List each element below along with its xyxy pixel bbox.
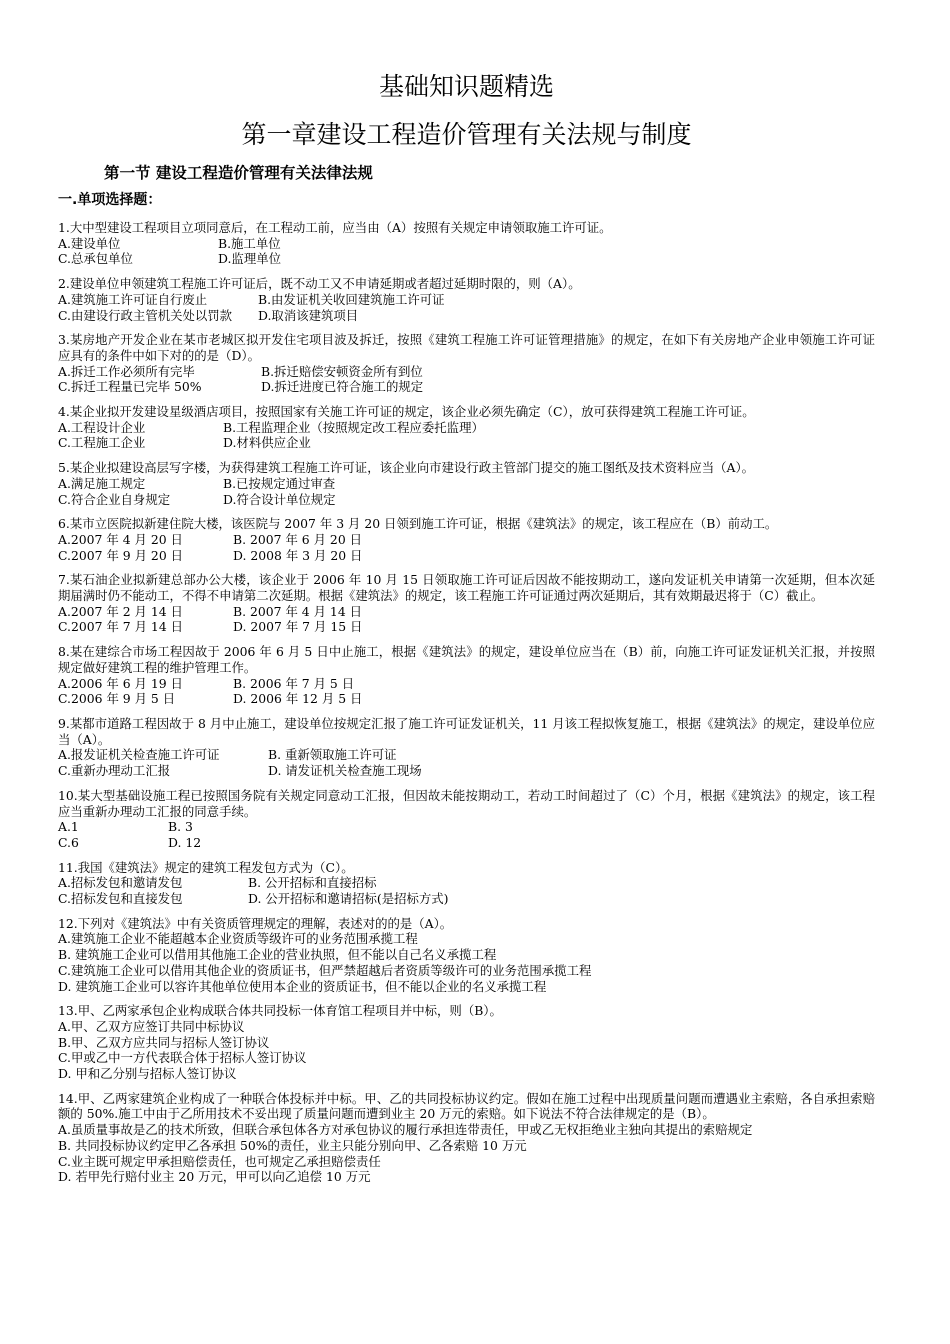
- option-text: B.工程监理企业（按照规定改工程应委托监理）: [223, 419, 484, 435]
- option-text: C.符合企业自身规定: [58, 491, 171, 507]
- option-row: [58, 379, 875, 395]
- option-text: B.已按规定通过审查: [223, 475, 336, 491]
- option-text: C.2006 年 9 月 5 日: [58, 691, 176, 707]
- option-row: [58, 763, 875, 779]
- question-stem: 5.某企业拟建设高层写字楼，为获得建筑工程施工许可证，该企业向市建设行政主管部门提交的施工图纸及技术资料应当（A）。: [58, 460, 755, 476]
- question-type-heading: 一.单项选择题：: [58, 192, 162, 208]
- option-text: C.工程施工企业: [58, 435, 146, 451]
- option-text: C.拆迁工程量已完毕 50%: [58, 379, 202, 395]
- question-stem: 8.某在建综合市场工程因故于 2006 年 6 月 5 日中止施工，根据《建筑法》的规定，建设单位应当在（B）前，向施工许可证发证机关汇报，并按照规定做好建筑工程的维护管理工作。: [58, 644, 875, 675]
- option-text: C.重新办理动工汇报: [58, 763, 171, 779]
- option-text: B.由发证机关收回建筑施工许可证: [258, 291, 445, 307]
- option-text: D. 公开招标和邀请招标(是招标方式): [248, 891, 449, 907]
- option-text: B.甲、乙双方应共同与招标人签订协议: [58, 1034, 270, 1050]
- option-row: [58, 532, 875, 548]
- option-row: [58, 835, 875, 851]
- option-text: B. 建筑施工企业可以借用其他施工企业的营业执照，但不能以自己名义承揽工程: [58, 947, 497, 963]
- option-row: [58, 819, 875, 835]
- document-title: 基础知识题精选: [378, 72, 554, 101]
- option-text: C.由建设行政主管机关处以罚款: [58, 307, 233, 323]
- option-text: A.工程设计企业: [58, 419, 146, 435]
- option-text: D. 2006 年 12 月 5 日: [233, 691, 363, 707]
- question-stem: 12.下列对《建筑法》中有关资质管理规定的理解，表述对的的是（A）。: [58, 915, 453, 931]
- question-stem: 13.甲、乙两家承包企业构成联合体共同投标一体育馆工程项目并中标，则（B）。: [58, 1003, 502, 1019]
- chapter-title: 第一章建设工程造价管理有关法规与制度: [241, 120, 692, 149]
- question-item: [58, 516, 875, 563]
- option-row: [58, 308, 875, 324]
- question-list: [58, 220, 875, 1185]
- option-text: D. 甲和乙分别与招标人签订协议: [58, 1066, 237, 1082]
- option-text: D. 2007 年 7 月 15 日: [233, 619, 363, 635]
- option-text: C.业主既可规定甲承担赔偿责任，也可规定乙承担赔偿责任: [58, 1153, 381, 1169]
- option-row: [58, 492, 875, 508]
- option-row: [58, 236, 875, 252]
- question-stem: 3.某房地产开发企业在某市老城区拟开发住宅项目波及拆迁，按照《建筑工程施工许可证管理措施》的规定，在如下有关房地产企业申领施工许可证应具有的条件中如下对的的是（D）。: [58, 332, 875, 363]
- question-item: [58, 332, 875, 395]
- option-row: [58, 691, 875, 707]
- question-stem: 11.我国《建筑法》规定的建筑工程发包方式为（C）。: [58, 859, 354, 875]
- option-text: A.建设单位: [58, 235, 121, 251]
- option-row: [58, 251, 875, 267]
- option-text: A.2006 年 6 月 19 日: [58, 675, 183, 691]
- option-row: [58, 747, 875, 763]
- question-item: [58, 460, 875, 507]
- option-row: [58, 364, 875, 380]
- section-title: 第一节 建设工程造价管理有关法律法规: [104, 164, 373, 182]
- option-text: B. 2006 年 7 月 5 日: [233, 675, 355, 691]
- option-text: B. 2007 年 6 月 20 日: [233, 531, 363, 547]
- question-item: [58, 1003, 875, 1082]
- option-row: [58, 676, 875, 692]
- option-text: D. 2008 年 3 月 20 日: [233, 547, 363, 563]
- question-stem: 4.某企业拟开发建设星级酒店项目，按照国家有关施工许可证的规定，该企业必须先确定（C），放可获得建筑工程施工许可证。: [58, 404, 755, 420]
- option-text: D.拆迁进度已符合施工的规定: [261, 379, 424, 395]
- option-text: B.施工单位: [218, 235, 281, 251]
- question-item: [58, 572, 875, 635]
- question-item: [58, 276, 875, 323]
- option-text: A.甲、乙双方应签订共同中标协议: [58, 1018, 245, 1034]
- option-text: A.2007 年 4 月 20 日: [58, 531, 183, 547]
- option-row: [58, 891, 875, 907]
- option-text: A.2007 年 2 月 14 日: [58, 603, 183, 619]
- option-row: [58, 548, 875, 564]
- question-item: [58, 220, 875, 267]
- question-stem: 6.某市立医院拟新建住院大楼，该医院与 2007 年 3 月 20 日领到施工许可证，根据《建筑法》的规定，该工程应在（B）前动工。: [58, 516, 778, 532]
- option-text: A.报发证机关检查施工许可证: [58, 747, 220, 763]
- question-item: [58, 644, 875, 707]
- option-row: [58, 476, 875, 492]
- question-stem: 9.某都市道路工程因故于 8 月中止施工，建设单位按规定汇报了施工许可证发证机关，11 月该工程拟恢复施工，根据《建筑法》的规定，建设单位应当（A）。: [58, 715, 875, 747]
- option-text: D.材料供应企业: [223, 435, 311, 451]
- option-text: C.建筑施工企业可以借用其他企业的资质证书，但严禁超越后者资质等级许可的业务范围承揽工程: [58, 962, 592, 978]
- option-text: B. 重新领取施工许可证: [268, 747, 397, 763]
- question-item: [58, 716, 875, 779]
- option-row: [58, 292, 875, 308]
- option-text: C.招标发包和直接发包: [58, 891, 183, 907]
- question-stem: 1.大中型建设工程项目立项同意后，在工程动工前，应当由（A）按照有关规定申请领取施工许可证。: [58, 220, 612, 235]
- option-text: A.虽质量事故是乙的技术所致，但联合承包体各方对承包协议的履行承担连带责任，甲或乙无权拒绝业主独向其提出的索赔规定: [58, 1122, 753, 1138]
- option-row: [58, 619, 875, 635]
- question-item: [58, 916, 875, 995]
- option-text: B. 公开招标和直接招标: [248, 875, 377, 891]
- option-text: C.6: [58, 834, 79, 850]
- question-stem: 7.某石油企业拟新建总部办公大楼，该企业于 2006 年 10 月 15 日领取施工许可证后因故不能按期动工，遂向发证机关申请第一次延期，但本次延期届满时仍不能动工，不得不申请第二次延期。根据《建筑法》的规定，该工程施工许可证通过两次延期后，其有效期最迟将于（C）截止。: [58, 572, 875, 604]
- option-text: A.招标发包和邀请发包: [58, 875, 183, 891]
- question-item: [58, 860, 875, 907]
- option-text: B.拆迁赔偿安顿资金所有到位: [261, 363, 423, 379]
- question-stem: 14.甲、乙两家建筑企业构成了一种联合体投标并中标。甲、乙的共同投标协议约定。假如在施工过程中出现质量问题而遭遇业主索赔，各自承担索赔额的 50%.施工中由于乙所用技术不妥出现了质量问题而遭到业主 20 万元的索赔。如下说法不符合法律规定的是（B）。: [58, 1090, 875, 1122]
- question-stem: 10.某大型基础设施工程已按照国务院有关规定同意动工汇报，但因故未能按期动工，若动工时间超过了（C）个月，根据《建筑法》的规定，该工程应当重新办理动工汇报的同意手续。: [58, 787, 875, 819]
- option-text: D.符合设计单位规定: [223, 491, 336, 507]
- question-stem: 2.建设单位申领建筑工程施工许可证后，既不动工又不申请延期或者超过延期时限的，则（A）。: [58, 276, 581, 292]
- option-text: A.1: [58, 819, 79, 835]
- option-text: D.取消该建筑项目: [258, 307, 359, 323]
- option-text: D. 12: [168, 834, 202, 850]
- option-row: [58, 875, 875, 891]
- option-text: A.建筑施工许可证自行废止: [58, 291, 208, 307]
- option-text: D. 请发证机关检查施工现场: [268, 763, 422, 779]
- option-row: [58, 420, 875, 436]
- option-text: A.满足施工规定: [58, 475, 146, 491]
- option-text: D. 建筑施工企业可以容许其他单位使用本企业的资质证书，但不能以企业的名义承揽工程: [58, 978, 547, 994]
- option-text: A.建筑施工企业不能超越本企业资质等级许可的业务范围承揽工程: [58, 931, 418, 947]
- option-text: B. 共同投标协议约定甲乙各承担 50%的责任，业主只能分别向甲、乙各索赔 10 万元: [58, 1137, 527, 1153]
- option-row: [58, 604, 875, 620]
- question-item: [58, 404, 875, 451]
- option-text: C.甲或乙中一方代表联合体于招标人签订协议: [58, 1050, 307, 1066]
- option-text: D. 若甲先行赔付业主 20 万元，甲可以向乙追偿 10 万元: [58, 1169, 371, 1185]
- option-text: D.监理单位: [218, 251, 281, 267]
- option-text: C.2007 年 9 月 20 日: [58, 547, 184, 563]
- question-item: [58, 1091, 875, 1185]
- option-text: C.总承包单位: [58, 251, 133, 267]
- option-text: B. 2007 年 4 月 14 日: [233, 603, 363, 619]
- option-text: C.2007 年 7 月 14 日: [58, 619, 184, 635]
- option-row: [58, 435, 875, 451]
- option-text: B. 3: [168, 819, 193, 835]
- question-item: [58, 788, 875, 851]
- option-text: A.拆迁工作必须所有完毕: [58, 363, 195, 379]
